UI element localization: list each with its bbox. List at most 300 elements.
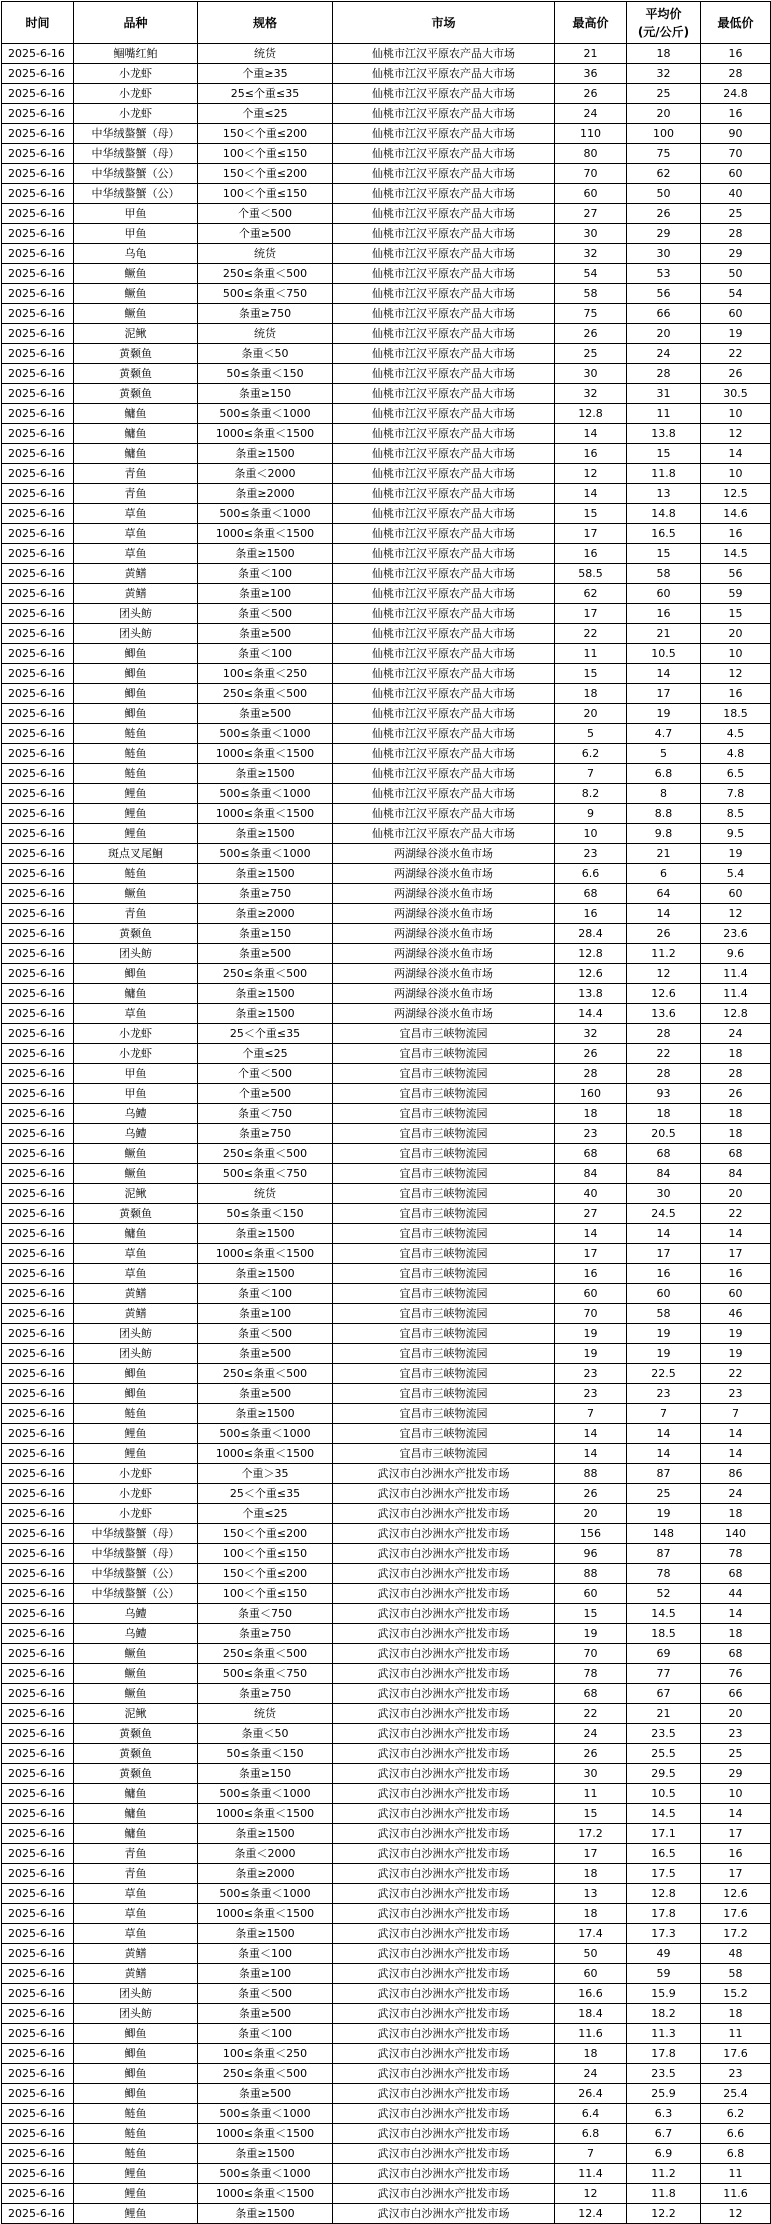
cell-avg-price: 24.5 [627, 1204, 701, 1224]
cell-date: 2025-6-16 [2, 284, 74, 304]
table-row [2, 1764, 771, 1784]
cell-spec: 个重＜500 [198, 204, 333, 224]
cell-market: 仙桃市江汉平原农产品大市场 [333, 64, 555, 84]
cell-spec: 条重≥1500 [198, 1004, 333, 1024]
table-row [2, 1724, 771, 1744]
cell-min-price: 24 [701, 1484, 771, 1504]
cell-variety: 乌鳢 [74, 1104, 198, 1124]
cell-max-price: 12.4 [555, 2204, 627, 2224]
cell-market: 仙桃市江汉平原农产品大市场 [333, 44, 555, 64]
table-row [2, 804, 771, 824]
cell-max-price: 80 [555, 144, 627, 164]
cell-max-price: 16 [555, 444, 627, 464]
table-row [2, 1544, 771, 1564]
cell-variety: 中华绒螯蟹（公） [74, 164, 198, 184]
cell-spec: 条重≥150 [198, 384, 333, 404]
cell-min-price: 25.4 [701, 2084, 771, 2104]
header-time: 时间 [2, 2, 74, 44]
header-spec: 规格 [198, 2, 333, 44]
cell-max-price: 17 [555, 1244, 627, 1264]
cell-max-price: 26 [555, 324, 627, 344]
cell-spec: 250≤条重＜500 [198, 2064, 333, 2084]
cell-variety: 乌龟 [74, 244, 198, 264]
cell-variety: 小龙虾 [74, 64, 198, 84]
table-row [2, 1024, 771, 1044]
cell-spec: 1000≤条重＜1500 [198, 524, 333, 544]
cell-date: 2025-6-16 [2, 2204, 74, 2224]
cell-avg-price: 62 [627, 164, 701, 184]
cell-spec: 25＜个重≤35 [198, 1484, 333, 1504]
table-row [2, 704, 771, 724]
cell-avg-price: 58 [627, 1304, 701, 1324]
cell-avg-price: 32 [627, 64, 701, 84]
cell-market: 宜昌市三峡物流园 [333, 1124, 555, 1144]
cell-variety: 鳜鱼 [74, 884, 198, 904]
table-row [2, 644, 771, 664]
cell-market: 武汉市白沙洲水产批发市场 [333, 1844, 555, 1864]
cell-spec: 条重≥100 [198, 584, 333, 604]
cell-min-price: 29 [701, 1764, 771, 1784]
cell-avg-price: 148 [627, 1524, 701, 1544]
cell-max-price: 5 [555, 724, 627, 744]
cell-spec: 500≤条重＜1000 [198, 784, 333, 804]
cell-variety: 泥鳅 [74, 1704, 198, 1724]
cell-spec: 250≤条重＜500 [198, 264, 333, 284]
cell-market: 宜昌市三峡物流园 [333, 1384, 555, 1404]
cell-min-price: 44 [701, 1584, 771, 1604]
cell-spec: 个重≤25 [198, 1044, 333, 1064]
table-row [2, 2184, 771, 2204]
cell-max-price: 16 [555, 544, 627, 564]
cell-variety: 团头鲂 [74, 604, 198, 624]
cell-min-price: 17.2 [701, 1924, 771, 1944]
cell-avg-price: 22 [627, 1044, 701, 1064]
cell-spec: 100≤条重＜250 [198, 2044, 333, 2064]
cell-min-price: 23 [701, 1384, 771, 1404]
cell-spec: 条重≥500 [198, 2004, 333, 2024]
cell-spec: 条重≥500 [198, 2084, 333, 2104]
cell-max-price: 26.4 [555, 2084, 627, 2104]
cell-min-price: 68 [701, 1564, 771, 1584]
cell-avg-price: 17 [627, 684, 701, 704]
cell-date: 2025-6-16 [2, 1504, 74, 1524]
cell-market: 武汉市白沙洲水产批发市场 [333, 2204, 555, 2224]
cell-date: 2025-6-16 [2, 1244, 74, 1264]
cell-min-price: 18.5 [701, 704, 771, 724]
cell-market: 仙桃市江汉平原农产品大市场 [333, 764, 555, 784]
cell-avg-price: 16.5 [627, 524, 701, 544]
cell-spec: 1000≤条重＜1500 [198, 424, 333, 444]
cell-date: 2025-6-16 [2, 1924, 74, 1944]
cell-max-price: 23 [555, 1124, 627, 1144]
cell-variety: 团头鲂 [74, 1344, 198, 1364]
table-row [2, 144, 771, 164]
cell-variety: 黄鳝 [74, 1944, 198, 1964]
header-row [2, 2, 771, 44]
table-header [2, 2, 771, 44]
cell-min-price: 140 [701, 1524, 771, 1544]
cell-min-price: 18 [701, 1124, 771, 1144]
cell-min-price: 6.5 [701, 764, 771, 784]
cell-date: 2025-6-16 [2, 784, 74, 804]
cell-market: 仙桃市江汉平原农产品大市场 [333, 664, 555, 684]
cell-variety: 鲫鱼 [74, 964, 198, 984]
cell-market: 仙桃市江汉平原农产品大市场 [333, 224, 555, 244]
cell-market: 仙桃市江汉平原农产品大市场 [333, 564, 555, 584]
cell-spec: 条重＜50 [198, 344, 333, 364]
cell-avg-price: 6.9 [627, 2144, 701, 2164]
cell-market: 武汉市白沙洲水产批发市场 [333, 2144, 555, 2164]
table-row [2, 184, 771, 204]
cell-date: 2025-6-16 [2, 364, 74, 384]
cell-min-price: 18 [701, 2004, 771, 2024]
cell-market: 武汉市白沙洲水产批发市场 [333, 2004, 555, 2024]
cell-variety: 青鱼 [74, 1864, 198, 1884]
cell-avg-price: 6.3 [627, 2104, 701, 2124]
cell-variety: 鳙鱼 [74, 1804, 198, 1824]
cell-variety: 斑点叉尾鮰 [74, 844, 198, 864]
table-body [2, 44, 771, 2224]
cell-max-price: 12 [555, 2184, 627, 2204]
cell-avg-price: 78 [627, 1564, 701, 1584]
cell-min-price: 19 [701, 1344, 771, 1364]
cell-min-price: 16 [701, 104, 771, 124]
cell-date: 2025-6-16 [2, 604, 74, 624]
cell-market: 武汉市白沙洲水产批发市场 [333, 1684, 555, 1704]
cell-date: 2025-6-16 [2, 1544, 74, 1564]
cell-max-price: 32 [555, 384, 627, 404]
table-row [2, 1904, 771, 1924]
cell-min-price: 11 [701, 2164, 771, 2184]
cell-date: 2025-6-16 [2, 1384, 74, 1404]
cell-market: 武汉市白沙洲水产批发市场 [333, 1484, 555, 1504]
cell-spec: 条重＜100 [198, 2024, 333, 2044]
cell-min-price: 26 [701, 364, 771, 384]
cell-avg-price: 14 [627, 1224, 701, 1244]
cell-spec: 条重＜500 [198, 1324, 333, 1344]
cell-variety: 小龙虾 [74, 1484, 198, 1504]
cell-spec: 100＜个重≤150 [198, 184, 333, 204]
cell-spec: 50≤条重＜150 [198, 364, 333, 384]
cell-max-price: 20 [555, 1504, 627, 1524]
cell-variety: 青鱼 [74, 1844, 198, 1864]
table-row [2, 2124, 771, 2144]
cell-market: 仙桃市江汉平原农产品大市场 [333, 364, 555, 384]
cell-market: 武汉市白沙洲水产批发市场 [333, 1624, 555, 1644]
cell-spec: 条重≥150 [198, 924, 333, 944]
cell-market: 仙桃市江汉平原农产品大市场 [333, 84, 555, 104]
cell-variety: 团头鲂 [74, 944, 198, 964]
cell-variety: 小龙虾 [74, 1044, 198, 1064]
cell-avg-price: 23.5 [627, 2064, 701, 2084]
cell-avg-price: 11.8 [627, 2184, 701, 2204]
table-row [2, 164, 771, 184]
cell-max-price: 32 [555, 244, 627, 264]
cell-avg-price: 25 [627, 1484, 701, 1504]
cell-date: 2025-6-16 [2, 2104, 74, 2124]
cell-variety: 草鱼 [74, 504, 198, 524]
cell-min-price: 22 [701, 1204, 771, 1224]
cell-variety: 草鱼 [74, 1264, 198, 1284]
table-row [2, 1364, 771, 1384]
cell-spec: 100≤条重＜250 [198, 664, 333, 684]
cell-avg-price: 4.7 [627, 724, 701, 744]
cell-max-price: 18 [555, 1864, 627, 1884]
cell-date: 2025-6-16 [2, 224, 74, 244]
table-row [2, 1204, 771, 1224]
cell-max-price: 110 [555, 124, 627, 144]
cell-max-price: 12.6 [555, 964, 627, 984]
cell-market: 仙桃市江汉平原农产品大市场 [333, 644, 555, 664]
cell-max-price: 6.2 [555, 744, 627, 764]
cell-date: 2025-6-16 [2, 2144, 74, 2164]
table-row [2, 2004, 771, 2024]
cell-min-price: 15 [701, 604, 771, 624]
cell-min-price: 78 [701, 1544, 771, 1564]
cell-variety: 鲢鱼 [74, 2104, 198, 2124]
cell-max-price: 11.4 [555, 2164, 627, 2184]
cell-date: 2025-6-16 [2, 964, 74, 984]
cell-avg-price: 28 [627, 364, 701, 384]
cell-max-price: 26 [555, 84, 627, 104]
cell-min-price: 70 [701, 144, 771, 164]
cell-avg-price: 25.9 [627, 2084, 701, 2104]
cell-variety: 青鱼 [74, 484, 198, 504]
table-row [2, 684, 771, 704]
cell-min-price: 16 [701, 1844, 771, 1864]
cell-market: 宜昌市三峡物流园 [333, 1324, 555, 1344]
cell-date: 2025-6-16 [2, 684, 74, 704]
cell-date: 2025-6-16 [2, 1704, 74, 1724]
cell-max-price: 14 [555, 424, 627, 444]
cell-date: 2025-6-16 [2, 804, 74, 824]
cell-max-price: 17.4 [555, 1924, 627, 1944]
cell-market: 武汉市白沙洲水产批发市场 [333, 2024, 555, 2044]
cell-variety: 黄鳝 [74, 1284, 198, 1304]
cell-avg-price: 52 [627, 1584, 701, 1604]
cell-min-price: 18 [701, 1504, 771, 1524]
cell-date: 2025-6-16 [2, 1324, 74, 1344]
cell-variety: 草鱼 [74, 1904, 198, 1924]
cell-avg-price: 25 [627, 84, 701, 104]
cell-max-price: 70 [555, 164, 627, 184]
cell-spec: 条重＜500 [198, 604, 333, 624]
table-row [2, 724, 771, 744]
table-row [2, 324, 771, 344]
cell-variety: 鲴嘴红鲌 [74, 44, 198, 64]
cell-date: 2025-6-16 [2, 844, 74, 864]
cell-market: 宜昌市三峡物流园 [333, 1244, 555, 1264]
cell-avg-price: 68 [627, 1144, 701, 1164]
table-row [2, 1104, 771, 1124]
cell-min-price: 14 [701, 1604, 771, 1624]
cell-max-price: 24 [555, 2064, 627, 2084]
cell-spec: 条重≥1500 [198, 864, 333, 884]
cell-avg-price: 12 [627, 964, 701, 984]
cell-avg-price: 30 [627, 1184, 701, 1204]
cell-variety: 鳜鱼 [74, 264, 198, 284]
table-row [2, 1484, 771, 1504]
cell-avg-price: 18 [627, 1104, 701, 1124]
cell-max-price: 18 [555, 1104, 627, 1124]
cell-avg-price: 17.3 [627, 1924, 701, 1944]
cell-min-price: 23 [701, 2064, 771, 2084]
cell-avg-price: 18.5 [627, 1624, 701, 1644]
cell-market: 宜昌市三峡物流园 [333, 1144, 555, 1164]
cell-avg-price: 84 [627, 1164, 701, 1184]
cell-max-price: 54 [555, 264, 627, 284]
cell-market: 宜昌市三峡物流园 [333, 1264, 555, 1284]
cell-market: 仙桃市江汉平原农产品大市场 [333, 264, 555, 284]
table-row [2, 224, 771, 244]
cell-min-price: 17.6 [701, 2044, 771, 2064]
table-row [2, 264, 771, 284]
table-row [2, 944, 771, 964]
cell-variety: 鲫鱼 [74, 2044, 198, 2064]
cell-max-price: 78 [555, 1664, 627, 1684]
cell-date: 2025-6-16 [2, 1584, 74, 1604]
cell-date: 2025-6-16 [2, 1884, 74, 1904]
cell-market: 宜昌市三峡物流园 [333, 1164, 555, 1184]
cell-date: 2025-6-16 [2, 1104, 74, 1124]
cell-spec: 150＜个重≤200 [198, 124, 333, 144]
cell-date: 2025-6-16 [2, 1084, 74, 1104]
header-avg-unit: (元/公斤) [637, 24, 690, 39]
cell-spec: 条重≥100 [198, 1964, 333, 1984]
cell-max-price: 21 [555, 44, 627, 64]
cell-avg-price: 11 [627, 404, 701, 424]
cell-date: 2025-6-16 [2, 1644, 74, 1664]
cell-market: 宜昌市三峡物流园 [333, 1204, 555, 1224]
table-row [2, 864, 771, 884]
cell-min-price: 23.6 [701, 924, 771, 944]
cell-date: 2025-6-16 [2, 504, 74, 524]
cell-max-price: 7 [555, 764, 627, 784]
cell-max-price: 11 [555, 644, 627, 664]
table-row [2, 84, 771, 104]
cell-date: 2025-6-16 [2, 1904, 74, 1924]
cell-variety: 鲫鱼 [74, 2024, 198, 2044]
table-row [2, 1224, 771, 1244]
cell-min-price: 8.5 [701, 804, 771, 824]
cell-market: 仙桃市江汉平原农产品大市场 [333, 704, 555, 724]
cell-market: 仙桃市江汉平原农产品大市场 [333, 784, 555, 804]
cell-variety: 鲫鱼 [74, 684, 198, 704]
cell-avg-price: 15.9 [627, 1984, 701, 2004]
cell-market: 武汉市白沙洲水产批发市场 [333, 1564, 555, 1584]
cell-date: 2025-6-16 [2, 2024, 74, 2044]
cell-avg-price: 59 [627, 1964, 701, 1984]
cell-variety: 乌鳢 [74, 1124, 198, 1144]
cell-max-price: 160 [555, 1084, 627, 1104]
cell-min-price: 50 [701, 264, 771, 284]
table-row [2, 444, 771, 464]
header-market: 市场 [333, 2, 555, 44]
cell-min-price: 5.4 [701, 864, 771, 884]
table-row [2, 1664, 771, 1684]
cell-spec: 1000≤条重＜1500 [198, 1444, 333, 1464]
cell-avg-price: 69 [627, 1644, 701, 1664]
cell-min-price: 20 [701, 1704, 771, 1724]
cell-variety: 黄颡鱼 [74, 924, 198, 944]
cell-avg-price: 14.8 [627, 504, 701, 524]
cell-variety: 鳜鱼 [74, 1664, 198, 1684]
cell-variety: 黄鳝 [74, 564, 198, 584]
table-row [2, 544, 771, 564]
cell-date: 2025-6-16 [2, 1684, 74, 1704]
cell-date: 2025-6-16 [2, 384, 74, 404]
cell-date: 2025-6-16 [2, 1944, 74, 1964]
cell-spec: 500≤条重＜1000 [198, 844, 333, 864]
cell-date: 2025-6-16 [2, 144, 74, 164]
cell-market: 宜昌市三峡物流园 [333, 1064, 555, 1084]
cell-avg-price: 11.2 [627, 2164, 701, 2184]
cell-market: 仙桃市江汉平原农产品大市场 [333, 424, 555, 444]
cell-max-price: 68 [555, 884, 627, 904]
cell-avg-price: 20 [627, 324, 701, 344]
table-row [2, 2144, 771, 2164]
cell-max-price: 70 [555, 1304, 627, 1324]
cell-spec: 统货 [198, 244, 333, 264]
cell-date: 2025-6-16 [2, 1204, 74, 1224]
cell-variety: 中华绒螯蟹（公） [74, 1584, 198, 1604]
cell-market: 仙桃市江汉平原农产品大市场 [333, 164, 555, 184]
cell-min-price: 10 [701, 464, 771, 484]
cell-market: 武汉市白沙洲水产批发市场 [333, 2184, 555, 2204]
cell-avg-price: 30 [627, 244, 701, 264]
cell-market: 宜昌市三峡物流园 [333, 1304, 555, 1324]
cell-variety: 草鱼 [74, 1924, 198, 1944]
cell-date: 2025-6-16 [2, 104, 74, 124]
cell-date: 2025-6-16 [2, 1064, 74, 1084]
cell-date: 2025-6-16 [2, 1024, 74, 1044]
cell-spec: 250≤条重＜500 [198, 684, 333, 704]
table-row [2, 424, 771, 444]
cell-avg-price: 12.8 [627, 1884, 701, 1904]
cell-variety: 中华绒螯蟹（母） [74, 144, 198, 164]
cell-min-price: 10 [701, 1784, 771, 1804]
cell-max-price: 96 [555, 1544, 627, 1564]
cell-avg-price: 12.2 [627, 2204, 701, 2224]
cell-min-price: 66 [701, 1684, 771, 1704]
cell-variety: 草鱼 [74, 1004, 198, 1024]
cell-min-price: 28 [701, 1064, 771, 1084]
cell-min-price: 20 [701, 624, 771, 644]
cell-market: 仙桃市江汉平原农产品大市场 [333, 104, 555, 124]
cell-spec: 150＜个重≤200 [198, 1564, 333, 1584]
cell-min-price: 6.6 [701, 2124, 771, 2144]
cell-market: 仙桃市江汉平原农产品大市场 [333, 244, 555, 264]
table-row [2, 1004, 771, 1024]
cell-market: 宜昌市三峡物流园 [333, 1344, 555, 1364]
table-row [2, 1564, 771, 1584]
cell-market: 武汉市白沙洲水产批发市场 [333, 2084, 555, 2104]
cell-min-price: 19 [701, 844, 771, 864]
cell-avg-price: 21 [627, 624, 701, 644]
cell-spec: 条重≥1500 [198, 544, 333, 564]
cell-variety: 小龙虾 [74, 1464, 198, 1484]
cell-min-price: 12 [701, 2204, 771, 2224]
cell-variety: 黄鳝 [74, 584, 198, 604]
cell-avg-price: 18 [627, 44, 701, 64]
cell-min-price: 60 [701, 884, 771, 904]
cell-min-price: 59 [701, 584, 771, 604]
cell-variety: 乌鳢 [74, 1604, 198, 1624]
cell-date: 2025-6-16 [2, 1784, 74, 1804]
cell-min-price: 14 [701, 1424, 771, 1444]
cell-avg-price: 21 [627, 844, 701, 864]
cell-avg-price: 64 [627, 884, 701, 904]
